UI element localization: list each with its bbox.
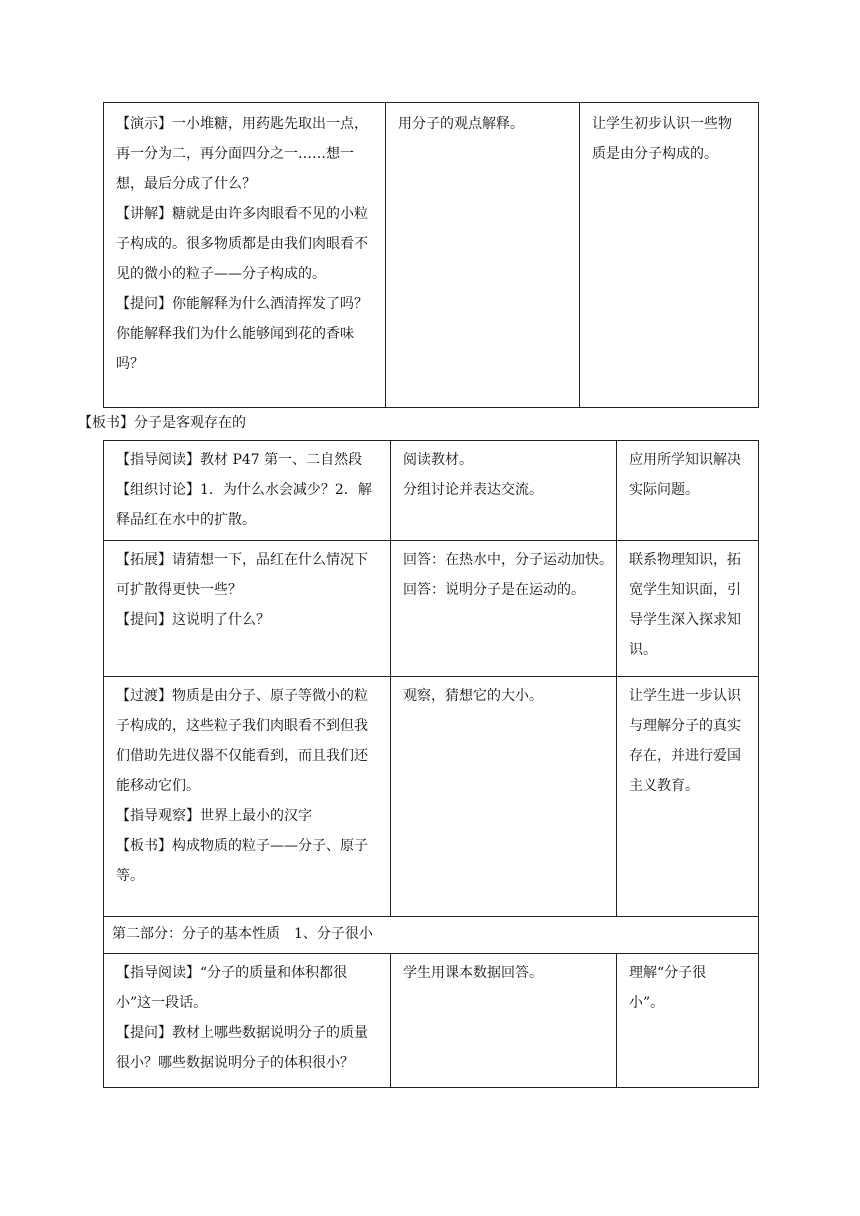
lesson-table-2 [103,440,759,1088]
text-line: 让学生初步认识一些物 [592,116,732,132]
teacher-activity-cell [104,954,391,1088]
text-line: 见的微小的粒子——分子构成的。 [116,266,326,282]
text-line: 回答：在热水中，分子运动加快。 [403,552,613,568]
text-line: 你能解释我们为什么能够闻到花的香味 [116,326,354,342]
text-line: 应用所学知识解决 [629,452,741,468]
text-line: 子构成的，这些粒子我们肉眼看不到但我 [116,718,368,734]
text-line: 【拓展】请猜想一下，品红在什么情况下 [116,552,368,568]
design-intent-cell [617,677,759,917]
lesson-table-1 [103,102,759,408]
text-line: 【演示】一小堆糖，用药匙先取出一点， [116,116,368,132]
text-line: 分组讨论并表达交流。 [403,482,543,498]
design-intent-cell [617,441,759,541]
text-line: 阅读教材。 [403,452,473,468]
text-line: 回答：说明分子是在运动的。 [403,582,585,598]
text-line: 导学生深入探求知 [629,612,741,628]
text-line: 联系物理知识，拓 [629,552,741,568]
text-line: 【板书】构成物质的粒子——分子、原子 [116,838,368,854]
text-line: 很小？哪些数据说明分子的体积很小？ [116,1055,354,1071]
text-line: 主义教育。 [629,778,699,794]
section-heading-cell [104,917,759,954]
text-line: 实际问题。 [629,482,699,498]
teacher-activity-cell [104,677,391,917]
text-line: 们借助先进仪器不仅能看到，而且我们还 [116,748,368,764]
student-activity-cell [391,441,617,541]
text-line: 【指导观察】世界上最小的汉字 [116,808,312,824]
text-line: 吗？ [116,356,144,372]
section-row [104,917,759,954]
board-heading: 【板书】分子是客观存在的 [78,415,246,431]
text-line: 能移动它们。 [116,778,200,794]
text-line: 与理解分子的真实 [629,718,741,734]
student-activity-cell [386,103,580,408]
text-line: 存在，并进行爱国 [629,748,741,764]
teacher-activity-cell [104,441,391,541]
student-activity-cell [391,541,617,677]
teacher-activity-cell [104,103,386,408]
text-line: 【指导阅读】“分子的质量和体积都很 [116,965,348,981]
text-line: 【提问】你能解释为什么酒清挥发了吗？ [116,296,368,312]
text-line: 质是由分子构成的。 [592,146,718,162]
text-line: 释品红在水中的扩散。 [116,512,256,528]
table-row [104,677,759,917]
section-heading: 第二部分：分子的基本性质 1、分子很小 [112,926,373,942]
text-line: 【提问】这说明了什么？ [116,612,270,628]
teacher-activity-cell [104,541,391,677]
text-line: 【组织讨论】1．为什么水会减少？2．解 [116,482,372,498]
table-row [104,954,759,1088]
table-row [104,541,759,677]
text-line: 子构成的。很多物质都是由我们肉眼看不 [116,236,368,252]
text-line: 宽学生知识面，引 [629,582,741,598]
text-line: 再一分为二，再分面四分之一……想一 [116,146,354,162]
text-line: 理解“分子很 [629,965,707,981]
text-line: 【讲解】糖就是由许多肉眼看不见的小粒 [116,206,368,222]
text-line: 【指导阅读】教材 P47 第一、二自然段 [116,452,363,468]
design-intent-cell [617,954,759,1088]
text-line: 【过渡】物质是由分子、原子等微小的粒 [116,688,368,704]
student-activity-cell [391,954,617,1088]
text-line: 学生用课本数据回答。 [403,965,543,981]
design-intent-cell [580,103,759,408]
text-line: 【提问】教材上哪些数据说明分子的质量 [116,1025,368,1041]
table-row [104,103,759,408]
text-line: 等。 [116,868,144,884]
text-line: 可扩散得更快一些？ [116,582,242,598]
text-line: 观察，猜想它的大小。 [403,688,543,704]
text-line: 识。 [629,642,657,658]
text-line: 用分子的观点解释。 [398,116,524,132]
text-line: 想，最后分成了什么？ [116,176,256,192]
text-line: 让学生进一步认识 [629,688,741,704]
table-row [104,441,759,541]
text-line: 小”。 [629,995,665,1011]
student-activity-cell [391,677,617,917]
design-intent-cell [617,541,759,677]
text-line: 小”这一段话。 [116,995,208,1011]
